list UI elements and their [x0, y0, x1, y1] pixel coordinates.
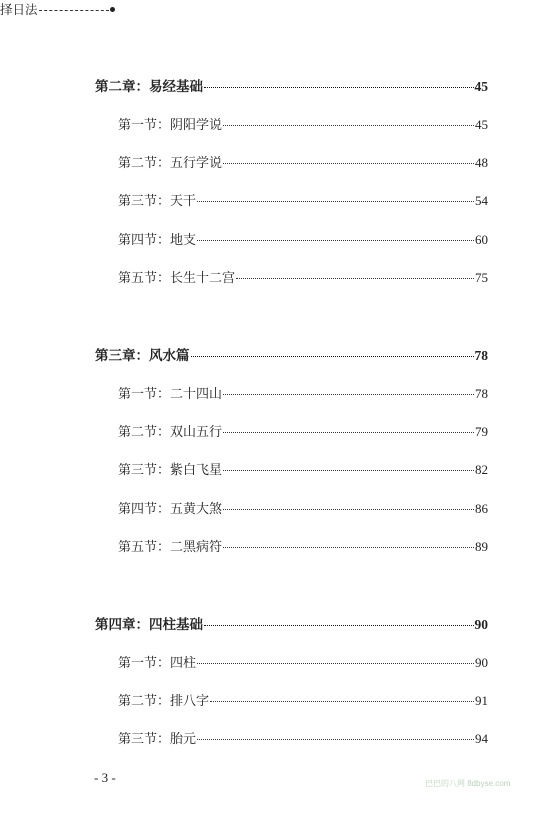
page-number: - 3 -	[94, 770, 116, 785]
section-page: 86	[475, 501, 488, 516]
chapter-entry[interactable]	[95, 613, 488, 633]
section-label: 第一节：二十四山	[118, 387, 223, 402]
chapter-title: 第二章：易经基础	[95, 79, 203, 95]
bullet-dot-icon	[110, 7, 115, 12]
chapter-entry[interactable]	[95, 75, 488, 95]
toc-top-item	[0, 0, 544, 18]
dot-leader	[197, 663, 474, 664]
section-page: 45	[475, 117, 488, 132]
section-label: 第三节：紫白飞星	[118, 463, 223, 478]
dot-leader	[223, 547, 474, 548]
section-label: 第四节：地支	[118, 233, 197, 248]
chapter-entry[interactable]	[95, 344, 488, 364]
section-entry[interactable]	[118, 267, 488, 286]
section-entry[interactable]	[118, 421, 488, 440]
section-page: 48	[475, 155, 488, 170]
chapter-title: 第四章：四柱基础	[95, 617, 203, 633]
dot-leader	[197, 739, 474, 740]
dot-leader	[223, 394, 474, 395]
section-page: 79	[475, 424, 488, 439]
section-label: 第二节：双山五行	[118, 425, 223, 440]
chapter-page: 78	[474, 348, 488, 363]
section-label: 第二节：五行学说	[118, 156, 223, 171]
section-label: 第五节：二黑病符	[118, 540, 223, 555]
section-label: 第三节：胎元	[118, 732, 197, 747]
top-item-label: 择日法	[0, 2, 38, 17]
chapter-page: 90	[474, 617, 488, 632]
dot-leader	[223, 432, 474, 433]
chapter-title: 第三章：风水篇	[95, 348, 190, 364]
section-entry[interactable]	[118, 229, 488, 248]
dot-leader	[204, 625, 474, 626]
watermark: 巴巴的八网 8dbyse.com	[425, 779, 511, 788]
dash-leader	[39, 10, 109, 11]
section-page: 90	[475, 655, 488, 670]
section-entry[interactable]	[118, 690, 488, 709]
section-page: 89	[475, 539, 488, 554]
section-label: 第二节：排八字	[118, 694, 210, 709]
section-entry[interactable]	[118, 190, 488, 209]
section-label: 第四节：五黄大煞	[118, 502, 223, 517]
section-entry[interactable]	[118, 498, 488, 517]
dot-leader	[204, 87, 474, 88]
dot-leader	[223, 470, 474, 471]
dot-leader	[197, 240, 474, 241]
section-label: 第一节：四柱	[118, 656, 197, 671]
section-page: 94	[475, 731, 488, 746]
section-entry[interactable]	[118, 152, 488, 171]
section-entry[interactable]	[118, 459, 488, 478]
dot-leader	[197, 201, 474, 202]
section-entry[interactable]	[118, 536, 488, 555]
section-entry[interactable]	[118, 652, 488, 671]
section-page: 54	[475, 193, 488, 208]
section-label: 第一节：阴阳学说	[118, 118, 223, 133]
chapter-page: 45	[474, 79, 488, 94]
section-page: 75	[475, 270, 488, 285]
dot-leader	[210, 701, 474, 702]
section-page: 82	[475, 462, 488, 477]
dot-leader	[223, 509, 474, 510]
dot-leader	[223, 163, 474, 164]
section-entry[interactable]	[118, 114, 488, 133]
section-entry[interactable]	[118, 728, 488, 747]
section-page: 91	[475, 693, 488, 708]
section-page: 78	[475, 386, 488, 401]
section-label: 第五节：长生十二宫	[118, 271, 236, 286]
dot-leader	[191, 356, 474, 357]
section-page: 60	[475, 232, 488, 247]
section-label: 第三节：天干	[118, 194, 197, 209]
dot-leader	[223, 125, 474, 126]
dot-leader	[236, 278, 474, 279]
section-entry[interactable]	[118, 383, 488, 402]
